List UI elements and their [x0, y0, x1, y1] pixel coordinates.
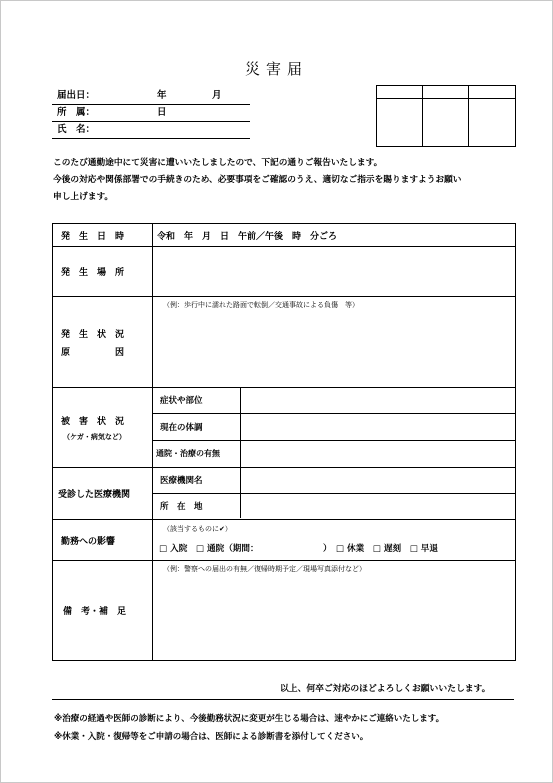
remarks-note: （例：警察への届出の有無／復帰時期予定／現場写真添付など） [163, 565, 366, 573]
name-label: 氏 名： [57, 124, 96, 135]
footer-note-2: ※休業・入院・復帰等をご申請の場合は、医師による診断書を添付してください。 [54, 732, 369, 742]
hospital-name-label: 医療機関名 [160, 476, 203, 486]
report-table [52, 223, 516, 661]
impact-options: □ 入院 □ 通院（期間： ） □ 休業 □ 遅刻 □ 早退 [159, 544, 438, 554]
damage-label: 被 害 状 況 [61, 417, 125, 427]
approval-stamp-box [376, 85, 516, 147]
intro-line: 今後の対応や関係部署での手続きのため、必要事項をご確認のうえ、適切なご指示を賜りますようお願い [53, 175, 462, 185]
visit-label: 通院・治療の有無 [156, 449, 220, 458]
situation-label: 発 生 状 況 [61, 330, 125, 340]
separator-line [52, 699, 514, 700]
impact-label: 勤務への影響 [61, 537, 116, 547]
symptom-label: 症状や部位 [160, 396, 203, 406]
dept-row [52, 104, 250, 122]
address-label: 所 在 地 [160, 502, 203, 512]
footer-note-1: ※治療の経過や医師の診断により、今後勤務状況に変更が生じる場合は、速やかにご連絡いたします。 [54, 714, 445, 724]
document-title: 災害届 [244, 60, 308, 78]
remarks-label: 備 考・補 足 [63, 607, 127, 617]
date-placeholder: 年 月 日 [157, 90, 268, 118]
condition-label: 現在の体調 [160, 423, 203, 433]
hospital-section-label: 受診した医療機関 [58, 490, 131, 500]
intro-line: このたび通勤途中にて災害に遭いいたしましたので、下記の通りご報告いたします。 [53, 158, 383, 168]
situation-note: （例：歩行中に濡れた路面で転倒／交通事故による負傷 等） [163, 301, 359, 309]
datetime-label: 発 生 日 時 [61, 232, 125, 242]
intro-text [53, 155, 518, 206]
place-label: 発 生 場 所 [61, 268, 125, 278]
cause-label: 原 因 [61, 348, 125, 358]
name-row [52, 121, 250, 139]
impact-note: （該当するものに✔） [163, 525, 232, 533]
closing-text: 以上、何卒ご対応のほどよろしくお願いいたします。 [280, 684, 491, 694]
date-label: 届出日： [57, 90, 96, 101]
datetime-value: 令和 年 月 日 午前／午後 時 分ごろ [157, 232, 338, 242]
intro-line: 申し上げます。 [53, 192, 114, 202]
damage-sub: （ケガ・病気など） [63, 433, 126, 441]
dept-label: 所 属： [57, 107, 96, 118]
